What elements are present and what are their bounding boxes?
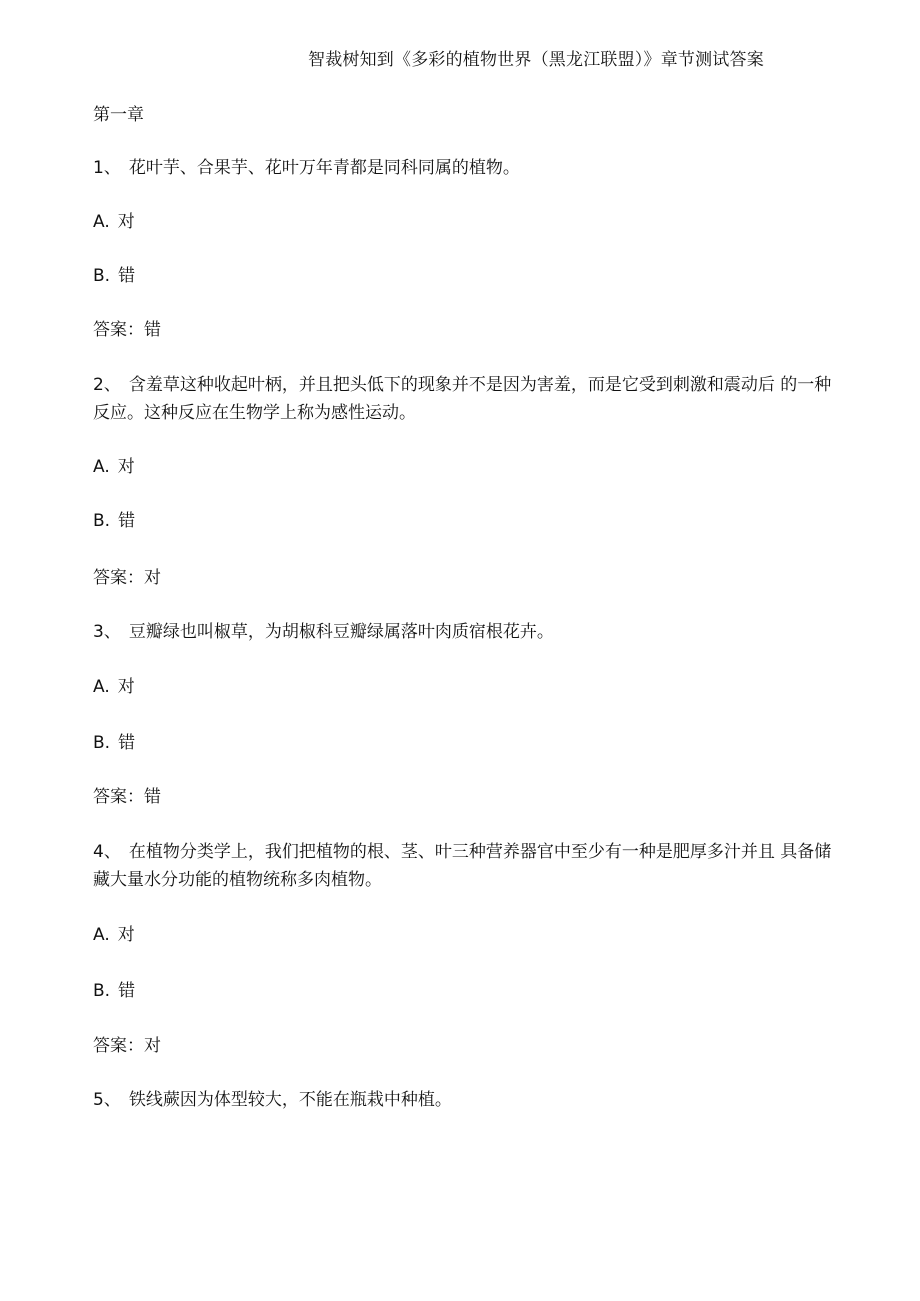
question-number: 5、 (93, 1090, 121, 1110)
question-1-option-a (93, 208, 135, 236)
question-text: 在植物分类学上，我们把植物的根、茎、叶三种营养器官中至少有一种是肥厚多汁并且 具备储藏大量水分功能的植物统称多肉植物。 (93, 842, 832, 890)
option-letter: B. (93, 511, 111, 531)
question-4-option-b (93, 977, 135, 1005)
option-letter: B. (93, 981, 111, 1001)
question-4-option-a (93, 921, 135, 949)
option-text: 对 (117, 457, 135, 477)
answer-value: 错 (144, 320, 161, 340)
option-text: 错 (118, 266, 136, 286)
option-text: 对 (117, 212, 135, 232)
option-letter: A. (93, 212, 110, 232)
option-text: 对 (117, 925, 135, 945)
question-1-option-b (93, 262, 135, 290)
answer-label: 答案： (93, 568, 144, 588)
option-text: 错 (118, 733, 136, 753)
answer-value: 对 (144, 568, 161, 588)
answer-value: 对 (144, 1036, 161, 1056)
question-3 (93, 618, 554, 646)
question-3-option-a (93, 673, 135, 701)
question-2-answer (93, 564, 161, 592)
question-5 (93, 1086, 452, 1114)
option-letter: B. (93, 733, 111, 753)
question-3-option-b (93, 729, 135, 757)
question-3-answer (93, 783, 161, 811)
answer-value: 错 (144, 787, 161, 807)
question-number: 2、 (93, 375, 121, 395)
question-text: 豆瓣绿也叫椒草，为胡椒科豆瓣绿属落叶肉质宿根花卉。 (128, 622, 554, 642)
question-number: 3、 (93, 622, 121, 642)
option-text: 对 (117, 677, 135, 697)
question-2-option-a (93, 453, 135, 481)
question-text: 花叶芋、合果芋、花叶万年青都是同科同属的植物。 (128, 158, 520, 178)
question-text: 铁线蕨因为体型较大，不能在瓶栽中种植。 (128, 1090, 452, 1110)
question-4-answer (93, 1032, 161, 1060)
answer-label: 答案： (93, 1036, 144, 1056)
question-1 (93, 154, 520, 182)
question-4 (93, 838, 833, 894)
question-1-answer (93, 316, 161, 344)
question-2 (93, 371, 833, 427)
option-text: 错 (118, 511, 136, 531)
answer-label: 答案： (93, 320, 144, 340)
option-letter: A. (93, 457, 110, 477)
question-number: 4、 (93, 842, 121, 862)
question-2-option-b (93, 507, 135, 535)
answer-label: 答案： (93, 787, 144, 807)
document-title: 智裁树知到《多彩的植物世界（黑龙江联盟）》章节测试答案 (308, 50, 764, 70)
option-letter: B. (93, 266, 111, 286)
question-number: 1、 (93, 158, 121, 178)
option-text: 错 (118, 981, 136, 1001)
option-letter: A. (93, 677, 110, 697)
option-letter: A. (93, 925, 110, 945)
question-text: 含羞草这种收起叶柄，并且把头低下的现象并不是因为害羞，而是它受到刺激和震动后 的一种反应。这种反应在生物学上称为感性运动。 (93, 375, 832, 423)
chapter-heading: 第一章 (93, 105, 144, 125)
